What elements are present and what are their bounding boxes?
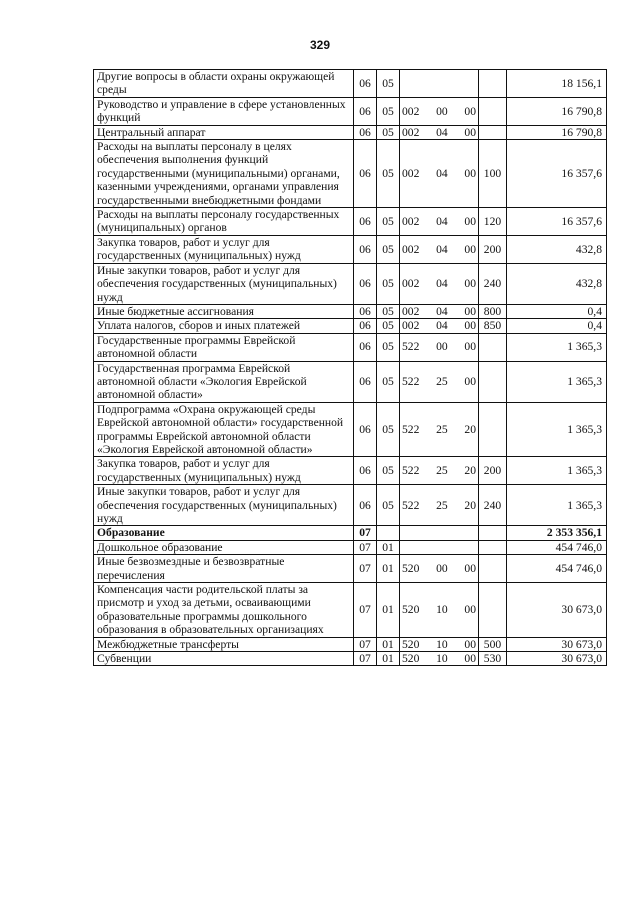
subsection-code-cell: 05 [377, 402, 400, 457]
subsection-code-cell: 05 [377, 208, 400, 236]
target-article-code-part: 00 [464, 652, 476, 666]
expense-name-cell: Дошкольное образование [94, 540, 354, 554]
target-article-code-part: 002 [402, 319, 420, 333]
target-article-code-part: 00 [464, 340, 476, 354]
target-article-code-cell [400, 485, 479, 526]
subsection-code-cell: 01 [377, 555, 400, 583]
target-article-code-cell [400, 235, 479, 263]
target-article-code-part: 10 [436, 637, 448, 651]
target-article-code-part: 002 [402, 242, 420, 256]
target-article-code-part: 002 [402, 304, 420, 318]
target-article-code-part: 002 [402, 214, 420, 228]
expense-name-cell: Другие вопросы в области охраны окружающей среды [94, 70, 354, 98]
budget-table-body [94, 70, 607, 666]
expense-name-cell: Уплата налогов, сборов и иных платежей [94, 319, 354, 333]
page-number: 329 [309, 38, 331, 52]
target-article-code-part: 04 [436, 277, 448, 291]
target-article-code-part: 002 [402, 277, 420, 291]
amount-cell: 18 156,1 [507, 70, 607, 98]
amount-cell: 1 365,3 [507, 457, 607, 485]
amount-cell: 1 365,3 [507, 402, 607, 457]
section-code-cell: 06 [354, 235, 377, 263]
target-article-code-part: 00 [464, 374, 476, 388]
table-row [94, 263, 607, 304]
amount-cell: 1 365,3 [507, 485, 607, 526]
subsection-code-cell: 01 [377, 583, 400, 638]
amount-cell: 1 365,3 [507, 361, 607, 402]
section-code-cell: 06 [354, 208, 377, 236]
target-article-code-part: 522 [402, 498, 420, 512]
expense-name-cell: Расходы на выплаты персоналу в целях обеспечения выполнения функций государственными (муниципальными) органами, казенными учреждениями, органами управления государственными внебюджетными фондами [94, 140, 354, 208]
target-article-code-part: 25 [436, 422, 448, 436]
expense-type-code-cell: 240 [479, 263, 507, 304]
expense-name-cell: Закупка товаров, работ и услуг для государственных (муниципальных) нужд [94, 457, 354, 485]
target-article-code-part: 00 [436, 340, 448, 354]
subsection-code-cell [377, 526, 400, 540]
target-article-code-part: 20 [464, 498, 476, 512]
target-article-code-part: 522 [402, 340, 420, 354]
target-article-code-cell [400, 263, 479, 304]
subsection-code-cell: 01 [377, 540, 400, 554]
amount-cell: 0,4 [507, 319, 607, 333]
subsection-code-cell: 05 [377, 140, 400, 208]
expense-name-cell: Государственная программа Еврейской автономной области «Экология Еврейской автономной области» [94, 361, 354, 402]
target-article-code-part: 520 [402, 637, 420, 651]
target-article-code-part: 04 [436, 319, 448, 333]
expense-type-code-cell [479, 402, 507, 457]
table-row [94, 555, 607, 583]
table-row [94, 319, 607, 333]
expense-name-cell: Закупка товаров, работ и услуг для государственных (муниципальных) нужд [94, 235, 354, 263]
subsection-code-cell: 05 [377, 457, 400, 485]
target-article-code-part: 00 [464, 214, 476, 228]
target-article-code-cell [400, 140, 479, 208]
amount-cell: 454 746,0 [507, 540, 607, 554]
section-code-cell: 06 [354, 361, 377, 402]
expense-name-cell: Иные безвозмездные и безвозвратные перечисления [94, 555, 354, 583]
target-article-code-part: 002 [402, 166, 420, 180]
target-article-code-cell [400, 125, 479, 139]
table-row [94, 402, 607, 457]
expense-name-cell: Центральный аппарат [94, 125, 354, 139]
subsection-code-cell: 05 [377, 485, 400, 526]
table-row [94, 304, 607, 318]
amount-cell: 2 353 356,1 [507, 526, 607, 540]
expense-type-code-cell: 500 [479, 637, 507, 651]
subsection-code-cell: 05 [377, 304, 400, 318]
section-code-cell: 06 [354, 457, 377, 485]
expense-type-code-cell: 120 [479, 208, 507, 236]
expense-type-code-cell [479, 540, 507, 554]
target-article-code-part: 20 [464, 422, 476, 436]
section-code-cell: 06 [354, 140, 377, 208]
expense-name-cell: Руководство и управление в сфере установленных функций [94, 97, 354, 125]
target-article-code-part: 002 [402, 104, 420, 118]
expense-type-code-cell [479, 526, 507, 540]
target-article-code-cell [400, 555, 479, 583]
target-article-code-cell [400, 526, 479, 540]
expense-type-code-cell [479, 583, 507, 638]
target-article-code-cell [400, 333, 479, 361]
target-article-code-part: 25 [436, 374, 448, 388]
table-row [94, 97, 607, 125]
expense-type-code-cell [479, 361, 507, 402]
target-article-code-part: 04 [436, 242, 448, 256]
table-row [94, 540, 607, 554]
target-article-code-cell [400, 637, 479, 651]
section-code-cell: 06 [354, 485, 377, 526]
target-article-code-part: 00 [464, 304, 476, 318]
table-row [94, 125, 607, 139]
target-article-code-cell [400, 319, 479, 333]
table-row [94, 235, 607, 263]
subsection-code-cell: 05 [377, 333, 400, 361]
expense-type-code-cell [479, 333, 507, 361]
section-code-cell: 06 [354, 319, 377, 333]
table-row [94, 485, 607, 526]
target-article-code-part: 522 [402, 374, 420, 388]
expense-name-cell: Иные бюджетные ассигнования [94, 304, 354, 318]
subsection-code-cell: 05 [377, 235, 400, 263]
target-article-code-part: 20 [464, 464, 476, 478]
expense-type-code-cell: 200 [479, 457, 507, 485]
amount-cell: 16 790,8 [507, 125, 607, 139]
target-article-code-part: 10 [436, 652, 448, 666]
target-article-code-cell [400, 97, 479, 125]
expense-type-code-cell: 100 [479, 140, 507, 208]
expense-type-code-cell: 850 [479, 319, 507, 333]
target-article-code-part: 00 [464, 277, 476, 291]
target-article-code-part: 00 [464, 104, 476, 118]
expense-type-code-cell: 200 [479, 235, 507, 263]
section-code-cell: 06 [354, 125, 377, 139]
target-article-code-part: 002 [402, 125, 420, 139]
expense-name-cell: Государственные программы Еврейской автономной области [94, 333, 354, 361]
target-article-code-part: 00 [464, 561, 476, 575]
expense-type-code-cell: 530 [479, 652, 507, 666]
expense-name-cell: Подпрограмма «Охрана окружающей среды Еврейской автономной области» государственной программы Еврейской автономной области «Экология Еврейской автономной области» [94, 402, 354, 457]
subsection-code-cell: 05 [377, 361, 400, 402]
target-article-code-part: 00 [436, 561, 448, 575]
target-article-code-part: 04 [436, 166, 448, 180]
table-row [94, 70, 607, 98]
target-article-code-part: 520 [402, 561, 420, 575]
target-article-code-part: 25 [436, 464, 448, 478]
section-code-cell: 07 [354, 555, 377, 583]
table-row [94, 140, 607, 208]
table-row [94, 583, 607, 638]
expense-name-cell: Расходы на выплаты персоналу государственных (муниципальных) органов [94, 208, 354, 236]
budget-table [93, 69, 607, 666]
expense-type-code-cell [479, 125, 507, 139]
section-code-cell: 07 [354, 637, 377, 651]
target-article-code-part: 00 [464, 166, 476, 180]
target-article-code-cell [400, 70, 479, 98]
subsection-code-cell: 01 [377, 637, 400, 651]
amount-cell: 432,8 [507, 235, 607, 263]
amount-cell: 1 365,3 [507, 333, 607, 361]
section-code-cell: 06 [354, 97, 377, 125]
table-row [94, 361, 607, 402]
section-code-cell: 06 [354, 304, 377, 318]
target-article-code-part: 04 [436, 304, 448, 318]
target-article-code-part: 00 [436, 104, 448, 118]
section-code-cell: 06 [354, 263, 377, 304]
target-article-code-cell [400, 652, 479, 666]
section-code-cell: 07 [354, 652, 377, 666]
target-article-code-part: 522 [402, 464, 420, 478]
target-article-code-cell [400, 540, 479, 554]
target-article-code-part: 520 [402, 652, 420, 666]
target-article-code-cell [400, 583, 479, 638]
target-article-code-cell [400, 208, 479, 236]
amount-cell: 16 357,6 [507, 140, 607, 208]
expense-type-code-cell: 240 [479, 485, 507, 526]
expense-name-cell: Субвенции [94, 652, 354, 666]
target-article-code-part: 00 [464, 603, 476, 617]
target-article-code-part: 00 [464, 319, 476, 333]
expense-name-cell: Иные закупки товаров, работ и услуг для обеспечения государственных (муниципальных) нужд [94, 263, 354, 304]
subsection-code-cell: 05 [377, 125, 400, 139]
subsection-code-cell: 01 [377, 652, 400, 666]
target-article-code-cell [400, 304, 479, 318]
target-article-code-part: 00 [464, 125, 476, 139]
section-code-cell: 06 [354, 70, 377, 98]
amount-cell: 16 357,6 [507, 208, 607, 236]
target-article-code-part: 00 [464, 242, 476, 256]
expense-name-cell: Межбюджетные трансферты [94, 637, 354, 651]
subsection-code-cell: 05 [377, 319, 400, 333]
target-article-code-part: 522 [402, 422, 420, 436]
subsection-code-cell: 05 [377, 263, 400, 304]
expense-type-code-cell [479, 97, 507, 125]
target-article-code-part: 10 [436, 603, 448, 617]
section-code-cell: 07 [354, 583, 377, 638]
amount-cell: 0,4 [507, 304, 607, 318]
target-article-code-part: 00 [464, 637, 476, 651]
amount-cell: 454 746,0 [507, 555, 607, 583]
section-code-cell: 06 [354, 402, 377, 457]
section-code-cell: 07 [354, 540, 377, 554]
expense-type-code-cell: 800 [479, 304, 507, 318]
table-row [94, 208, 607, 236]
amount-cell: 432,8 [507, 263, 607, 304]
amount-cell: 30 673,0 [507, 583, 607, 638]
expense-type-code-cell [479, 70, 507, 98]
table-row [94, 333, 607, 361]
expense-name-cell: Компенсация части родительской платы за присмотр и уход за детьми, осваивающими образовательные программы дошкольного образования в образовательных организациях [94, 583, 354, 638]
target-article-code-part: 25 [436, 498, 448, 512]
subsection-code-cell: 05 [377, 97, 400, 125]
target-article-code-part: 520 [402, 603, 420, 617]
expense-name-cell: Иные закупки товаров, работ и услуг для обеспечения государственных (муниципальных) нужд [94, 485, 354, 526]
section-code-cell: 06 [354, 333, 377, 361]
target-article-code-cell [400, 457, 479, 485]
table-row [94, 637, 607, 651]
table-row [94, 457, 607, 485]
expense-name-cell: Образование [94, 526, 354, 540]
target-article-code-part: 04 [436, 125, 448, 139]
target-article-code-part: 04 [436, 214, 448, 228]
amount-cell: 30 673,0 [507, 637, 607, 651]
table-row [94, 526, 607, 540]
expense-type-code-cell [479, 555, 507, 583]
target-article-code-cell [400, 361, 479, 402]
target-article-code-cell [400, 402, 479, 457]
amount-cell: 16 790,8 [507, 97, 607, 125]
amount-cell: 30 673,0 [507, 652, 607, 666]
subsection-code-cell: 05 [377, 70, 400, 98]
table-row [94, 652, 607, 666]
section-code-cell: 07 [354, 526, 377, 540]
